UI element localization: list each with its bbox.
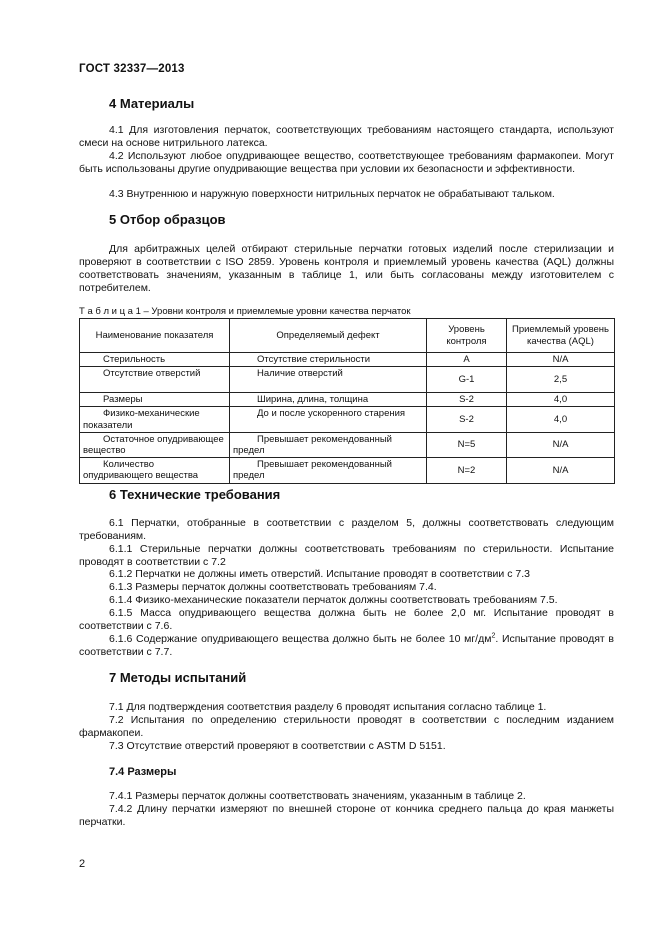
paragraph-7-1: 7.1 Для подтверждения соответствия разделу 6 проводят испытания согласно таблице 1.	[109, 701, 547, 713]
table-cell: N=2	[427, 458, 507, 483]
table-header-cell: Наименование показателя	[80, 319, 230, 353]
paragraph-6-1-6-text: 6.1.6 Содержание опудривающего вещества должно быть не более 10 мг/дм	[109, 633, 492, 645]
paragraph-6-1: 6.1 Перчатки, отобранные в соответствии с разделом 5, должны соответствовать следующим требованиям.	[79, 517, 614, 543]
table-cell: 2,5	[507, 367, 615, 393]
table-cell: N/A	[507, 353, 615, 367]
table-cell: N/A	[507, 458, 615, 483]
paragraph-5-1: Для арбитражных целей отбирают стерильные перчатки готовых изделий после стерилизации и проверяют в соответствии с ISO 2859. Уровень контроля и приемлемый уровень качества (AQL) должны соответствовать значениям, указанным в таблице 1, или быть согласованы между изготовителем с потребителем.	[79, 243, 614, 295]
table-cell: Физико-механические показатели	[80, 407, 230, 432]
paragraph-4-1: 4.1 Для изготовления перчаток, соответствующих требованиям настоящего стандарта, используют смеси на основе нитрильного латекса.	[79, 124, 614, 150]
paragraph-6-1-4: 6.1.4 Физико-механические показатели перчаток должны соответствовать требованиям 7.5.	[109, 594, 558, 606]
table-cell: Размеры	[80, 393, 230, 407]
section-7-title: 7 Методы испытаний	[109, 670, 247, 685]
table-cell: Ширина, длина, толщина	[230, 393, 427, 407]
table-header-cell: Уровень контроля	[427, 319, 507, 353]
section-7-4-title: 7.4 Размеры	[109, 766, 177, 778]
table-cell: Остаточное опудривающее вещество	[80, 432, 230, 457]
table-cell: Наличие отверстий	[230, 367, 427, 393]
table-cell: Превышает рекомендованный предел	[230, 432, 427, 457]
table-cell: Отсутствие отверстий	[80, 367, 230, 393]
page-number: 2	[79, 858, 86, 870]
table-cell: 4,0	[507, 407, 615, 432]
section-5-title: 5 Отбор образцов	[109, 212, 226, 227]
paragraph-6-1-6	[79, 633, 614, 659]
section-6-title: 6 Технические требования	[109, 487, 281, 502]
table-row	[80, 458, 615, 483]
table-cell: N/A	[507, 432, 615, 457]
table-cell: Стерильность	[80, 353, 230, 367]
table-row	[80, 407, 615, 432]
table-row	[80, 432, 615, 457]
paragraph-7-2: 7.2 Испытания по определению стерильности проводят в соответствии с последним изданием фармакопеи.	[79, 714, 614, 740]
table-caption: Т а б л и ц а 1 – Уровни контроля и приемлемые уровни качества перчаток	[79, 306, 411, 317]
table-header-cell: Определяемый дефект	[230, 319, 427, 353]
paragraph-6-1-2: 6.1.2 Перчатки не должны иметь отверстий. Испытание проводят в соответствии с 7.3	[109, 568, 530, 580]
superscript: 2	[491, 632, 496, 640]
table-row	[80, 393, 615, 407]
paragraph-6-1-1: 6.1.1 Стерильные перчатки должны соответствовать требованиям по стерильности. Испытание проводят в соответствии с 7.2	[79, 543, 614, 569]
table-cell: N=5	[427, 432, 507, 457]
paragraph-4-2: 4.2 Используют любое опудривающее вещество, соответствующее требованиям фармакопеи. Могут быть использованы другие опудривающие вещества при условии их безопасности и эффективности.	[79, 150, 614, 176]
document-header: ГОСТ 32337—2013	[79, 63, 185, 75]
table-header-cell: Приемлемый уровень качества (AQL)	[507, 319, 615, 353]
table-cell: Превышает рекомендованный предел	[230, 458, 427, 483]
table-cell: S-2	[427, 393, 507, 407]
table-cell: Количество опудривающего вещества	[80, 458, 230, 483]
table-cell: G-1	[427, 367, 507, 393]
paragraph-7-4-2: 7.4.2 Длину перчатки измеряют по внешней стороне от кончика среднего пальца до края манжеты перчатки.	[79, 803, 614, 829]
table-cell: S-2	[427, 407, 507, 432]
table-row	[80, 367, 615, 393]
section-4-title: 4 Материалы	[109, 96, 195, 111]
table-cell: До и после ускоренного старения	[230, 407, 427, 432]
table-cell: A	[427, 353, 507, 367]
paragraph-7-4-1: 7.4.1 Размеры перчаток должны соответствовать значениям, указанным в таблице 2.	[109, 790, 526, 802]
paragraph-7-3: 7.3 Отсутствие отверстий проверяют в соответствии с ASTM D 5151.	[109, 740, 446, 752]
paragraph-6-1-6-text-end: . Испытание проводят в соответствии с 7.7.	[79, 633, 614, 659]
paragraph-6-1-3: 6.1.3 Размеры перчаток должны соответствовать требованиям 7.4.	[109, 581, 437, 593]
table-row	[80, 353, 615, 367]
paragraph-6-1-5: 6.1.5 Масса опудривающего вещества должна быть не более 2,0 мг. Испытание проводят в соответствии с 7.6.	[79, 607, 614, 633]
table-cell: Отсутствие стерильности	[230, 353, 427, 367]
aql-table	[79, 318, 615, 484]
paragraph-4-3: 4.3 Внутреннюю и наружную поверхности нитрильных перчаток не обрабатывают тальком.	[109, 188, 555, 200]
table-cell: 4,0	[507, 393, 615, 407]
table-header-row	[80, 319, 615, 353]
